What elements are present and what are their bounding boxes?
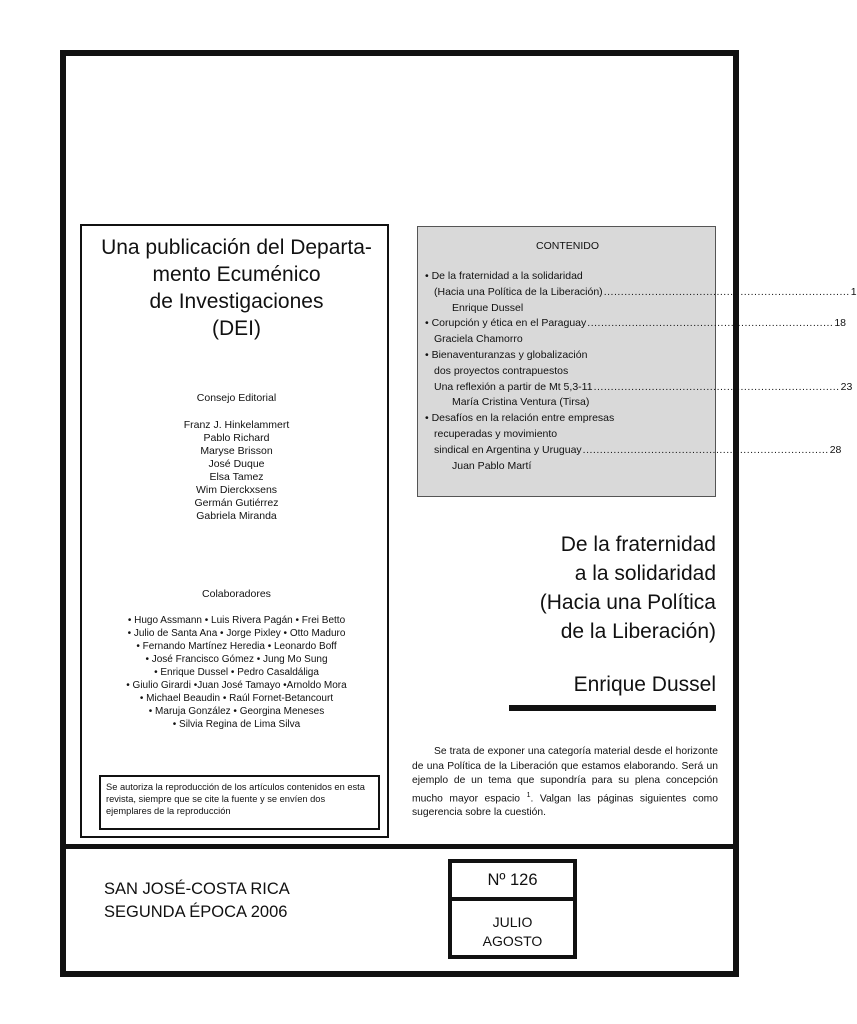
reproduction-notice: Se autoriza la reproducción de los artículos contenidos en esta revista, siempre que se cite la fuente y se envíen dos ejemplares de la reproducción	[99, 775, 380, 830]
publication-title	[82, 234, 391, 342]
issue-box	[448, 859, 577, 959]
issue-number: Nº 126	[452, 863, 573, 901]
toc-entry-author: María Cristina Ventura (Tirsa)	[452, 396, 590, 409]
toc-page-number: 28	[829, 443, 842, 456]
footnote-marker[interactable]: 1	[526, 791, 531, 799]
colaboradores-line: • Giulio Girardi •Juan José Tamayo •Arnoldo Mora	[126, 680, 347, 691]
issue-months	[452, 913, 573, 951]
toc-entry-author: Enrique Dussel	[452, 301, 524, 314]
colaboradores-line: • Hugo Assmann • Luis Rivera Pagán • Frei Betto	[127, 615, 346, 626]
toc-leader-dots: ........................................................................	[603, 285, 850, 298]
article-title-line: de la Liberación)	[560, 620, 716, 643]
abstract-text: Se trata de exponer una categoría material desde el horizonte de una Política de la Liberación que estamos elaborando. Será un ejemplo de un tema que supondría para su plena concepción mucho mayor espacio	[412, 746, 718, 804]
colaboradores-line: • Maruja González • Georgina Meneses	[148, 706, 325, 717]
toc-entry-title[interactable]: • Bienaventuranzas y globalización	[425, 348, 588, 361]
colaboradores-line: • Silvia Regina de Lima Silva	[172, 719, 301, 730]
contents-list	[425, 269, 857, 474]
toc-entry-line[interactable]	[425, 380, 853, 396]
toc-entry-author: Graciela Chamorro	[434, 333, 523, 346]
toc-page-number: 1	[850, 285, 857, 298]
toc-entry-subtitle: (Hacia una Política de la Liberación)	[434, 285, 603, 298]
consejo-member: Maryse Brisson	[200, 445, 273, 457]
issue-month: AGOSTO	[482, 933, 543, 949]
colaboradores-line: • Fernando Martínez Heredia • Leonardo Boff	[136, 641, 337, 652]
toc-entry-subtitle: recuperadas y movimiento	[434, 427, 558, 440]
article-title-line: a la solidaridad	[574, 562, 716, 585]
toc-entry-title[interactable]: • Desafíos en la relación entre empresas	[425, 412, 615, 425]
publication-title-line: (DEI)	[212, 317, 261, 340]
consejo-member: Germán Gutiérrez	[194, 497, 279, 509]
issue-month: JULIO	[492, 914, 533, 930]
toc-leader-dots: ........................................................................	[593, 380, 840, 393]
toc-entry-title: • Corupción y ética en el Paraguay	[425, 317, 587, 330]
consejo-members	[82, 419, 391, 523]
consejo-member: José Duque	[208, 458, 265, 470]
toc-page-number: 23	[840, 380, 853, 393]
toc-leader-dots: ........................................................................	[587, 317, 834, 330]
toc-entry-subtitle: sindical en Argentina y Uruguay	[434, 443, 582, 456]
publication-place	[104, 878, 290, 924]
consejo-member: Gabriela Miranda	[196, 510, 277, 522]
consejo-member: Elsa Tamez	[209, 471, 264, 483]
colaboradores-line: • José Francisco Gómez • Jung Mo Sung	[145, 654, 328, 665]
article-abstract	[412, 745, 718, 821]
publication-title-line: de Investigaciones	[149, 290, 324, 313]
toc-entry-line[interactable]	[425, 443, 842, 459]
consejo-member: Franz J. Hinkelammert	[183, 419, 290, 431]
toc-page-number: 18	[834, 317, 847, 330]
toc-entry-line[interactable]	[425, 285, 857, 301]
toc-leader-dots: ........................................................................	[582, 443, 829, 456]
publication-info-box	[80, 224, 389, 838]
toc-entry-author: Juan Pablo Martí	[452, 459, 532, 472]
place-line: SAN JOSÉ-COSTA RICA	[104, 880, 290, 898]
toc-entry-subtitle: dos proyectos contrapuestos	[434, 364, 569, 377]
colaboradores-list	[82, 614, 391, 731]
contents-title: CONTENIDO	[536, 240, 599, 252]
footer-divider	[60, 844, 739, 849]
toc-entry-title[interactable]: • De la fraternidad a la solidaridad	[425, 270, 583, 282]
toc-entry-subtitle: Una reflexión a partir de Mt 5,3-11	[434, 380, 593, 393]
toc-entry-line[interactable]	[425, 316, 847, 332]
contents-box	[417, 226, 857, 497]
epoch-line: SEGUNDA ÉPOCA 2006	[104, 903, 288, 921]
colaboradores-line: • Enrique Dussel • Pedro Casaldáliga	[154, 667, 319, 678]
article-title-line: (Hacia una Política	[539, 591, 716, 614]
colaboradores-line: • Julio de Santa Ana • Jorge Pixley • Otto Maduro	[127, 628, 346, 639]
publication-title-line: mento Ecuménico	[152, 263, 321, 286]
article-title-line: De la fraternidad	[560, 533, 716, 556]
colaboradores-line: • Michael Beaudin • Raúl Fornet-Betancourt	[139, 693, 334, 704]
consejo-member: Pablo Richard	[203, 432, 270, 444]
publication-title-line: Una publicación del Departa-	[101, 236, 372, 259]
colaboradores-heading: Colaboradores	[202, 588, 271, 600]
consejo-member: Wim Dierckxsens	[195, 484, 278, 496]
author-underline-bar	[509, 705, 716, 711]
article-author: Enrique Dussel	[573, 673, 716, 696]
article-title	[420, 530, 716, 646]
consejo-heading: Consejo Editorial	[196, 392, 277, 404]
abstract-text-end: . Valgan las páginas siguientes como sugerencia sobre la cuestión.	[412, 792, 718, 819]
